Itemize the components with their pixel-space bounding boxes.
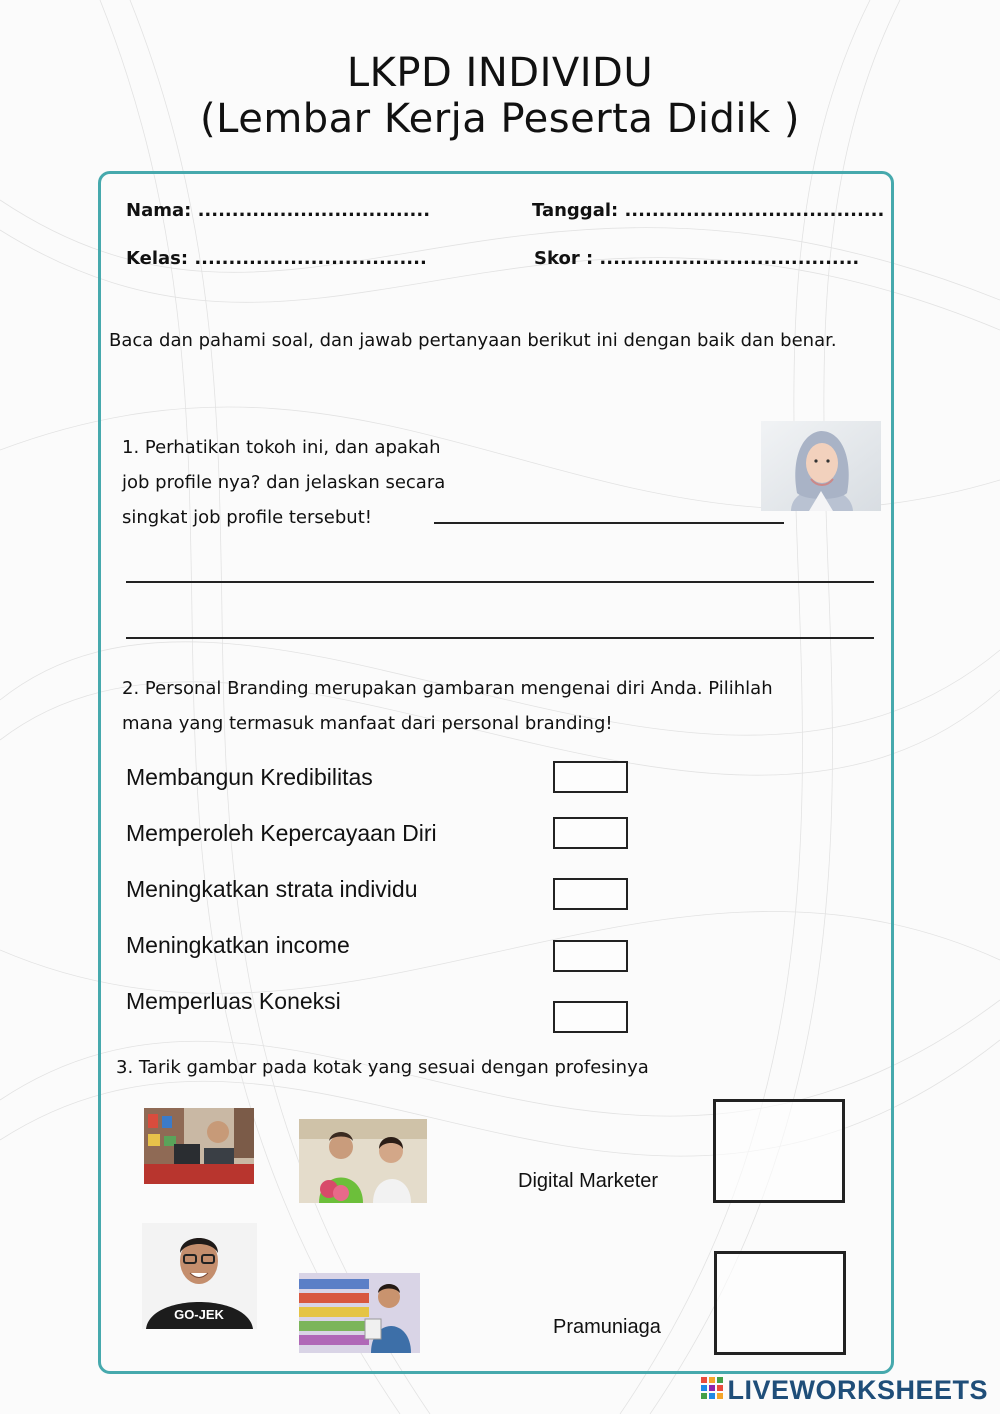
option-checkbox[interactable] — [553, 1001, 628, 1033]
liveworksheets-brand: LIVEWORKSHEETS — [727, 1374, 988, 1405]
q1-answer-line-1[interactable] — [126, 581, 874, 583]
digital-marketer-drop-zone[interactable] — [713, 1099, 845, 1203]
q1-answer-line-inline[interactable] — [434, 522, 784, 524]
pramuniaga-label: Pramuniaga — [553, 1316, 661, 1338]
liveworksheets-grid-icon — [701, 1377, 723, 1403]
option-checkbox[interactable] — [553, 940, 628, 972]
nama-field: Nama: .................................. — [126, 200, 431, 221]
option-checkbox[interactable] — [553, 817, 628, 849]
q2-line-1: 2. Personal Branding merupakan gambaran mengenai diri Anda. Pilihlah — [122, 678, 773, 699]
hijab-woman-photo — [761, 421, 881, 511]
option-checkbox[interactable] — [553, 878, 628, 910]
option-label: Membangun Kredibilitas — [126, 764, 373, 790]
q3-text: 3. Tarik gambar pada kotak yang sesuai dengan profesinya — [116, 1057, 649, 1078]
gojek-shirt-text: GO-JEK — [174, 1307, 224, 1322]
q2-line-2: mana yang termasuk manfaat dari personal branding! — [122, 713, 613, 734]
shop-assistant-photo[interactable] — [299, 1119, 427, 1203]
cashier-photo[interactable] — [144, 1108, 254, 1184]
option-label: Memperluas Koneksi — [126, 988, 341, 1014]
q1-line-3: singkat job profile tersebut! — [122, 507, 372, 528]
tanggal-field: Tanggal: ...................................... — [532, 200, 885, 221]
option-checkbox[interactable] — [553, 761, 628, 793]
q1-answer-line-2[interactable] — [126, 637, 874, 639]
gojek-man-photo[interactable] — [142, 1223, 257, 1329]
kelas-field: Kelas: .................................. — [126, 248, 427, 269]
title-line-2: (Lembar Kerja Peserta Didik ) — [200, 96, 800, 142]
liveworksheets-logo — [701, 1373, 988, 1407]
pramuniaga-drop-zone[interactable] — [714, 1251, 846, 1355]
instruction-text: Baca dan pahami soal, dan jawab pertanyaan berikut ini dengan baik dan benar. — [109, 330, 837, 351]
title-line-1: LKPD INDIVIDU — [346, 50, 654, 96]
option-label: Memperoleh Kepercayaan Diri — [126, 820, 437, 846]
skor-field: Skor : ...................................... — [534, 248, 860, 269]
q1-line-2: job profile nya? dan jelaskan secara — [122, 472, 446, 493]
option-label: Meningkatkan strata individu — [126, 876, 418, 902]
q1-line-1: 1. Perhatikan tokoh ini, dan apakah — [122, 437, 441, 458]
digital-marketer-label: Digital Marketer — [518, 1170, 659, 1192]
option-label: Meningkatkan income — [126, 932, 350, 958]
supermarket-worker-photo[interactable] — [299, 1273, 420, 1353]
